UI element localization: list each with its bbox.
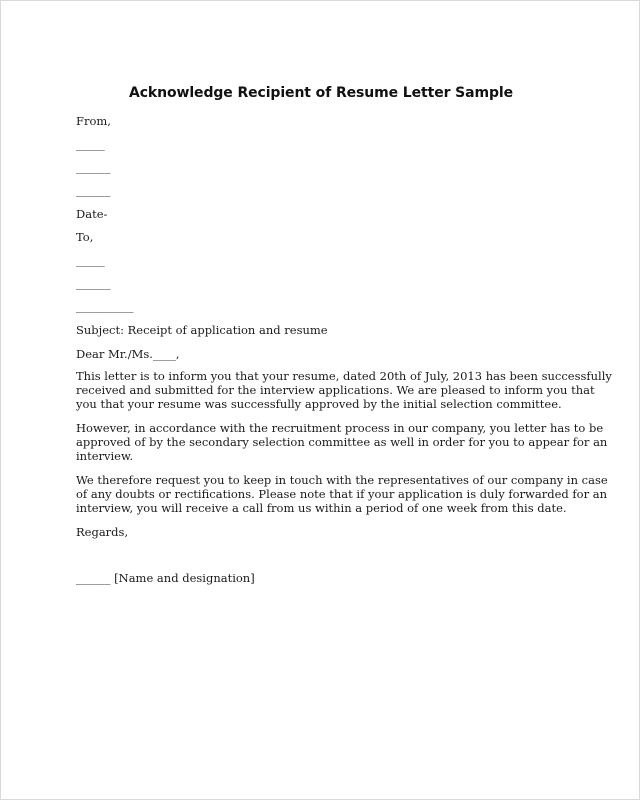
from-blank-2: ______ xyxy=(76,160,111,174)
from-label: From, xyxy=(76,114,111,128)
salutation: Dear Mr./Ms.____, xyxy=(76,347,180,361)
from-blank-1: _____ xyxy=(76,137,105,151)
paragraph-2 xyxy=(76,421,608,463)
to-blank-1: _____ xyxy=(76,253,105,267)
letter-title: Acknowledge Recipient of Resume Letter Sample xyxy=(128,85,513,101)
paragraph-1-line: This letter is to inform you that your resume, dated 20th of July, 2013 has been successfully xyxy=(76,369,612,383)
paragraph-1 xyxy=(76,369,612,411)
to-blank-3: __________ xyxy=(76,299,134,313)
paragraph-1-line: you that your resume was successfully approved by the initial selection committee. xyxy=(76,397,562,411)
paragraph-2-line: However, in accordance with the recruitment process in our company, you letter has to be xyxy=(76,421,604,435)
to-blank-2: ______ xyxy=(76,276,111,290)
paragraph-2-line: approved of by the secondary selection committee as well in order for you to appear for an xyxy=(76,435,608,449)
signature-line: ______ [Name and designation] xyxy=(76,571,255,585)
date-label: Date- xyxy=(76,207,108,221)
subject-line: Subject: Receipt of application and resume xyxy=(76,323,328,337)
paragraph-3-line: interview, you will receive a call from us within a period of one week from this date. xyxy=(76,501,567,515)
paragraph-3-line: of any doubts or rectifications. Please note that if your application is duly forwarded for an xyxy=(76,487,607,501)
from-blank-3: ______ xyxy=(76,183,111,197)
closing: Regards, xyxy=(76,525,129,539)
paragraph-3-line: We therefore request you to keep in touch with the representatives of our company in case xyxy=(76,473,608,487)
paragraph-2-line: interview. xyxy=(76,449,134,463)
paragraph-1-line: received and submitted for the interview applications. We are pleased to inform you that xyxy=(76,383,595,397)
to-label: To, xyxy=(76,230,94,244)
paragraph-3 xyxy=(76,473,608,515)
